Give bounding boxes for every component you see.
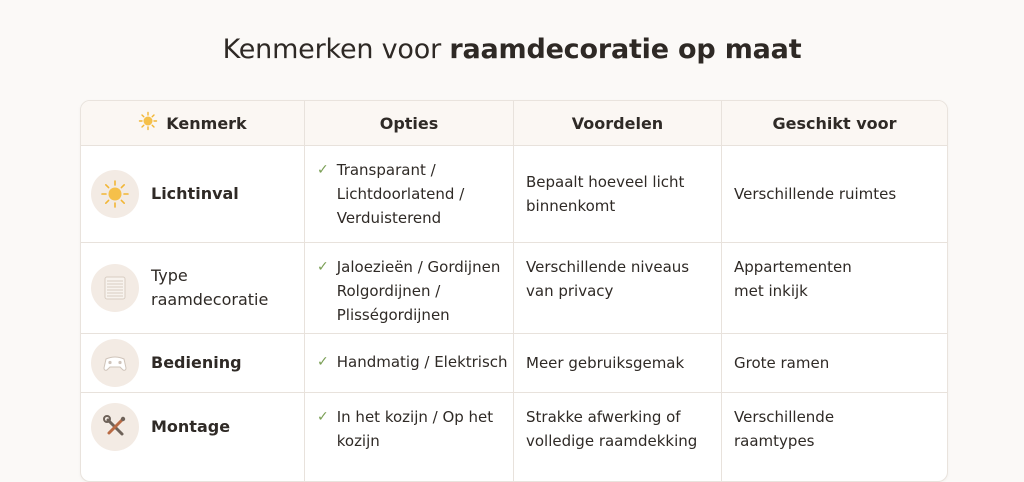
options-cell: [304, 334, 513, 392]
suitable-line: Grote ramen: [734, 354, 830, 372]
benefits-cell: [513, 334, 721, 392]
suitable-cell: [721, 393, 947, 482]
feature-label: Montage: [151, 417, 231, 436]
header-feature: [81, 101, 304, 145]
benefits-cell: [513, 243, 721, 333]
benefit-line: Meer gebruiksgemak: [526, 354, 685, 372]
benefit-line: binnenkomt: [526, 197, 616, 215]
header-feature-label: Kenmerk: [166, 113, 247, 133]
option-line: Rolgordijnen /: [336, 282, 441, 300]
benefit-line: volledige raamdekking: [526, 432, 698, 450]
check-icon: ✓: [317, 409, 329, 425]
option-line: Handmatig / Elektrisch: [336, 353, 508, 371]
options-text: [337, 350, 508, 374]
benefit-line: Verschillende niveaus: [526, 258, 690, 276]
option-line: Verduisterend: [336, 209, 442, 227]
feature-cell: [81, 334, 304, 392]
title-normal: Kenmerken voor: [222, 34, 450, 65]
table-row: [81, 146, 947, 243]
option-line: kozijn: [336, 432, 380, 450]
benefit-line: van privacy: [526, 282, 614, 300]
options-text: [337, 255, 501, 327]
option-line: Lichtdoorlatend /: [336, 185, 465, 203]
suitable-cell: [721, 146, 947, 242]
benefits-cell: [513, 146, 721, 242]
table-row: [81, 393, 947, 482]
header-benefits: Voordelen: [513, 101, 721, 145]
table-row: [81, 334, 947, 393]
suitable-line: raamtypes: [734, 432, 815, 450]
sun-icon: [138, 111, 158, 135]
features-table: [80, 100, 948, 482]
tools-icon: [91, 403, 139, 451]
option-line: Jaloezieën / Gordijnen: [336, 258, 501, 276]
feature-label: Type raamdecoratie: [151, 266, 269, 309]
suitable-line: Appartementen: [734, 258, 852, 276]
suitable-line: Verschillende: [734, 408, 835, 426]
benefit-line: Strakke afwerking of: [526, 408, 681, 426]
table-row: [81, 243, 947, 334]
check-icon: ✓: [317, 162, 329, 178]
suitable-line: met inkijk: [734, 282, 808, 300]
page-title: [0, 34, 1024, 65]
feature-cell: [81, 243, 304, 333]
benefits-cell: [513, 393, 721, 482]
check-icon: ✓: [317, 354, 329, 370]
suitable-cell: [721, 334, 947, 392]
feature-label: Bediening: [151, 353, 242, 372]
suitable-line: Verschillende ruimtes: [734, 185, 897, 203]
option-line: Plisségordijnen: [336, 306, 450, 324]
header-suitable: Geschikt voor: [721, 101, 947, 145]
options-cell: [304, 146, 513, 242]
sun-icon: [91, 170, 139, 218]
table-header-row: [81, 101, 947, 146]
options-text: [337, 158, 465, 230]
title-bold: raamdecoratie op maat: [449, 34, 802, 65]
option-line: Transparant /: [336, 161, 436, 179]
options-cell: [304, 393, 513, 482]
options-cell: [304, 243, 513, 333]
blinds-icon: [91, 264, 139, 312]
benefit-line: Bepaalt hoeveel licht: [526, 173, 685, 191]
feature-cell: [81, 393, 304, 482]
option-line: In het kozijn / Op het: [336, 408, 494, 426]
feature-label: Lichtinval: [151, 184, 239, 203]
check-icon: ✓: [317, 259, 329, 275]
remote-icon: [91, 339, 139, 387]
header-options: Opties: [304, 101, 513, 145]
suitable-cell: [721, 243, 947, 333]
options-text: [337, 405, 493, 453]
feature-cell: [81, 146, 304, 242]
